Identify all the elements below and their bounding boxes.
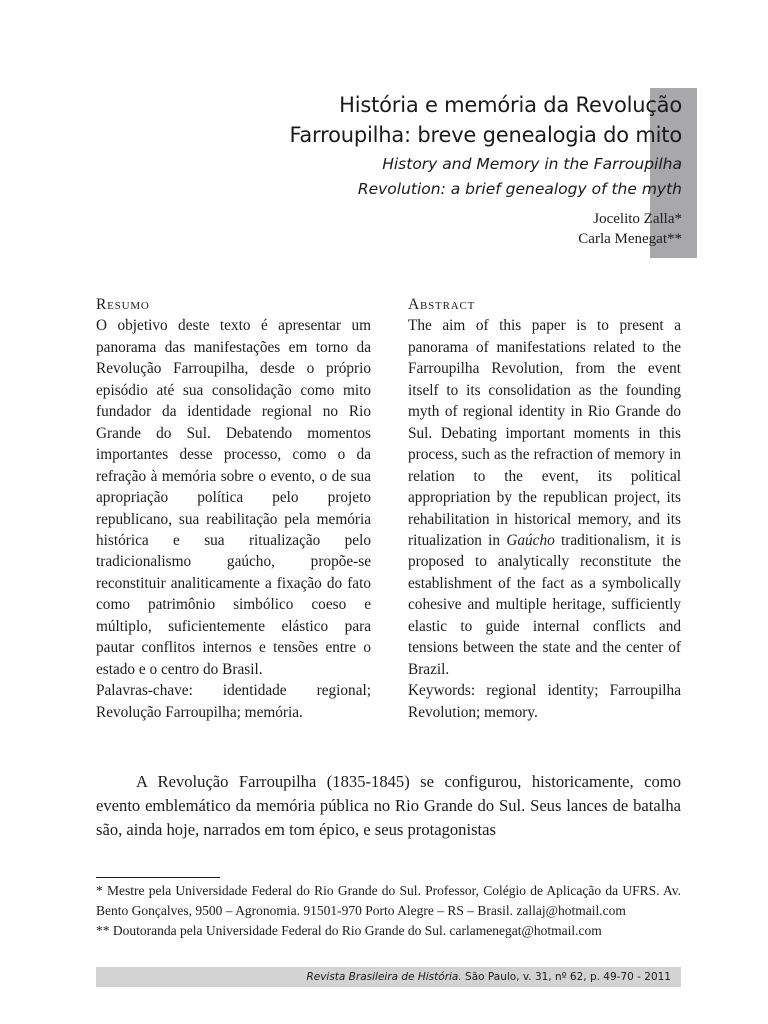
journal-details: São Paulo, v. 31, nº 62, p. 49-70 - 2011	[461, 971, 671, 983]
abstract-body-part-1: The aim of this paper is to present a panorama of manifestations related to the Farroupilha Revolution, from the event itself to its consolidation as the founding myth of regional identity in Rio Grande do Sul. Debating important moments in this process, such as the refraction of memory in relation to the event, its political appropriation by the republican project, its rehabilitation in historical memory, and its ritualization in	[408, 317, 681, 549]
footnotes	[96, 881, 681, 941]
title-en-line-2: Revolution: a brief genealogy of the myth	[357, 180, 682, 198]
abstract-body-part-2: traditionalism, it is proposed to analytically reconstitute the establishment of the fact as a symbolically cohesive and multiple heritage, sufficiently elastic to guide internal conflicts and tensions between the state and the center of Brazil.	[408, 531, 681, 678]
resumo-keywords: Palavras-chave: identidade regional; Revolução Farroupilha; memória.	[96, 682, 371, 721]
resumo-body: O objetivo deste texto é apresentar um panorama das manifestações em torno da Revolução Farroupilha, desde o próprio episódio até sua consolidação como mito fundador da identidade regional no Rio Grande do Sul. Debatendo momentos importantes desse processo, como o da refração à memória sobre o evento, o de sua apropriação política pelo projeto republicano, sua reabilitação pela memória histórica e sua ritualização pelo tradicionalismo gaúcho, propõe-se reconstituir analiticamente a fixação do fato como patrimônio simbólico coeso e múltiplo, suficientemente elástico para pautar conflitos internos e tensões entre o estado e o centro do Brasil.	[96, 317, 371, 678]
title-pt-line-1: História e memória da Revolução	[339, 93, 682, 117]
article-title-portuguese	[289, 90, 682, 150]
article-header	[289, 90, 682, 249]
footnote-divider	[96, 877, 220, 878]
author-2: Carla Menegat**	[578, 231, 682, 247]
abstract-body-italic-term: Gaúcho	[506, 531, 555, 549]
abstract-body	[408, 315, 681, 680]
resumo-heading: Resumo	[96, 296, 150, 313]
journal-footer	[96, 967, 681, 987]
article-title-english	[289, 152, 682, 202]
abstract-column	[408, 294, 681, 723]
footnote-1: * Mestre pela Universidade Federal do Rio Grande do Sul. Professor, Colégio de Aplicação da UFRS. Av. Bento Gonçalves, 9500 – Agronomia. 91501-970 Porto Alegre – RS – Brasil. zallaj@hotmail.com	[96, 883, 681, 918]
footnote-2: ** Doutoranda pela Universidade Federal do Rio Grande do Sul. carlamenegat@hotmail.com	[96, 923, 602, 938]
title-en-line-1: History and Memory in the Farroupilha	[382, 155, 682, 173]
main-paragraph: A Revolução Farroupilha (1835-1845) se configurou, historicamente, como evento emblemático da memória pública no Rio Grande do Sul. Seus lances de batalha são, ainda hoje, narrados em tom épico, e seus protagonistas	[96, 772, 681, 839]
journal-name: Revista Brasileira de História.	[306, 971, 462, 983]
title-pt-line-2: Farroupilha: breve genealogia do mito	[289, 123, 682, 147]
abstract-keywords: Keywords: regional identity; Farroupilha Revolution; memory.	[408, 682, 681, 721]
author-list	[289, 209, 682, 249]
journal-citation	[306, 970, 671, 984]
resumo-column	[96, 294, 371, 723]
author-1: Jocelito Zalla*	[593, 211, 682, 227]
abstract-heading: Abstract	[408, 296, 476, 313]
